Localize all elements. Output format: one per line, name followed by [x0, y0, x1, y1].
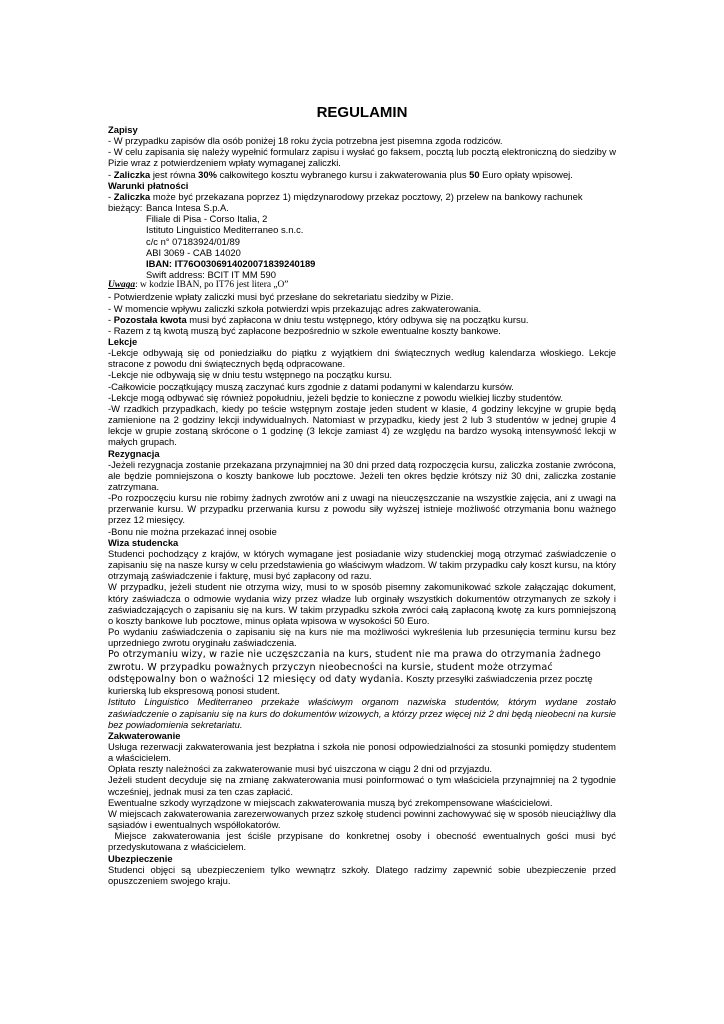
bank-line: Banca Intesa S.p.A.: [146, 202, 229, 214]
paragraph: Po wydaniu zaświadczenia o zapisaniu się na kurs nie ma możliwości wykreślenia lub przesunięcia terminu kursu bez uprzedniego zwrotu oryginału zaświadczenia.: [108, 626, 616, 649]
paragraph: - Pozostała kwota musi być zapłacona w dniu testu wstępnego, który odbywa się na początku kursu.: [108, 313, 529, 325]
document-title: REGULAMIN: [316, 104, 408, 121]
section-heading-platnosci: Warunki płatności: [108, 179, 189, 191]
paragraph: -W rzadkich przypadkach, kiedy po teście wstępnym zostaje jeden student w klasie, 4 godziny lekcyjne w grupie będą zamienione na 2 godziny lekcji indywidualnych. Natomiast w przypadku, kiedy jest 2 lub 3 studentów w jednej grupie 4 lekcje w grupie zostaną skrócone o 1 godzinę (3 lekcje zamiast 4) ze względu na bardzo wysoką intensywność lekcji w małych grupach.: [108, 402, 616, 448]
bank-details: [108, 202, 616, 280]
paragraph: -Lekcje odbywają się od poniedziałku do piątku z wyjątkiem dni świątecznych według kalendarza włoskiego. Lekcje stracone z powodu dni świątecznych będą odpracowane.: [108, 347, 616, 370]
paragraph: - W momencie wpływu zaliczki szkoła potwierdzi wpis przekazując adres zakwaterowania.: [108, 302, 482, 314]
bank-line: Filiale di Pisa - Corso Italia, 2: [146, 213, 268, 225]
paragraph: -Lekcje nie odbywają się w dniu testu wstępnego na początku kursu.: [108, 369, 393, 381]
paragraph: Usługa rezerwacji zakwaterowania jest bezpłatna i szkoła nie ponosi odpowiedzialności za stosunki pomiędzy studentem a właścicielem.: [108, 741, 616, 764]
paragraph: - W przypadku zapisów dla osób poniżej 18 roku życia potrzebna jest pisemna zgoda rodziców.: [108, 135, 503, 147]
paragraph: -Lekcje mogą odbywać się również popołudniu, jeżeli będzie to konieczne z powodu wielkiej liczby studentów.: [108, 391, 563, 403]
paragraph: - Zaliczka może być przekazana poprzez 1) międzynarodowy przekaz pocztowy, 2) przelew na bankowy rachunek: [108, 190, 583, 202]
paragraph: W miejscach zakwaterowania zarezerwowanych przez szkołę studenci powinni zachowywać się w sposób nieuciążliwy dla sąsiadów i ewentualnych współlokatorów.: [108, 807, 616, 831]
section-heading-rezygnacja: Rezygnacja: [108, 447, 160, 459]
section-heading-lekcje: Lekcje: [108, 335, 138, 347]
paragraph: -Jeżeli rezygnacja zostanie przekazana przynajmniej na 30 dni przed datą rozpoczęcia kursu, zaliczka zostanie zwrócona, ale będzie pomniejszona o koszty bankowe lub pocztowe. Jeżeli ten okres będzie krótszy niż 30 dni, zaliczka zostanie zatrzymana.: [108, 458, 616, 492]
paragraph: Ewentualne szkody wyrządzone w miejscach zakwaterowania muszą być zrekompensowane właścicielowi.: [108, 796, 553, 808]
paragraph: - Potwierdzenie wpłaty zaliczki musi być przesłane do sekretariatu siedziby w Pizie.: [108, 291, 454, 303]
iban: IBAN: IT76O0306914020071839240189: [146, 257, 316, 269]
bank-line: Istituto Linguistico Mediterraneo s.n.c.: [146, 224, 304, 236]
paragraph: Po otrzymaniu wizy, w razie nie uczęszczania na kurs, student nie ma prawa do otrzymania żadnego zwrotu. W przypadku poważnych przyczyn nieobecności na kursie, student może otrzymać odstępowalny bon o ważności 12 miesięcy od daty wydania. Koszty przesyłki zaświadczenia przez pocztę kurierską lub ekspresową ponosi student.: [108, 649, 601, 697]
paragraph: Opłata reszty należności za zakwaterowanie musi być uiszczona w ciągu 2 dni od przyjazdu.: [108, 763, 493, 775]
section-heading-zakwaterowanie: Zakwaterowanie: [108, 729, 181, 741]
paragraph: -Całkowicie początkujący muszą zaczynać kurs zgodnie z datami podanymi w kalendarzu kursów.: [108, 380, 514, 392]
bank-label: bieżący:: [108, 202, 143, 214]
paragraph: - Zaliczka jest równa 30% całkowitego kosztu wybranego kursu i zakwaterowania plus 50 Euro opłaty wpisowej.: [108, 168, 573, 180]
uwaga-note: Uwaga: w kodzie IBAN, po IT76 jest litera „O”: [108, 280, 289, 291]
paragraph: - Razem z tą kwotą muszą być zapłacone bezpośrednio w szkole ewentualne koszty bankowe.: [108, 324, 501, 336]
paragraph: Studenci pochodzący z krajów, w których wymagane jest posiadanie wizy studenckiej mogą otrzymać zaświadczenie o zapisaniu się na nasze kursy w celu przedstawienia go właściwym władzom. W takim przypadku cały koszt kursu, na który otrzymają zaświadczenie i fakturę, musi być zapłacony od razu.: [108, 547, 616, 582]
paragraph: Miejsce zakwaterowania jest ściśle przypisane do konkretnej osoby i obecność ewentualnych gości musi być przedyskutowana z właścicielem.: [108, 830, 619, 853]
paragraph: - W celu zapisania się należy wypełnić formularz zapisu i wysłać go faksem, pocztą lub pocztą elektroniczną do siedziby w Pizie wraz z potwierdzeniem wpłaty wymaganej zaliczki.: [108, 146, 616, 169]
paragraph: Studenci objęci są ubezpieczeniem tylko wewnątrz szkoły. Dlatego radzimy zapewnić sobie ubezpieczenie przed opuszczeniem swojego kraju.: [108, 863, 616, 886]
section-heading-zapisy: Zapisy: [108, 124, 138, 135]
section-heading-wiza: Wiza studencka: [108, 536, 179, 548]
paragraph: Istituto Linguistico Mediterraneo przekaże właściwym organom nazwiska studentów, którym wydane zostało zaświadczenie o zapisaniu się na kurs do dokumentów wizowych, a którzy przez więcej niż 2 dni będą nieobecni na kursie bez powiadomienia sekretariatu.: [108, 696, 616, 730]
regulations-document: [108, 104, 619, 886]
paragraph: -Bonu nie można przekazać innej osobie: [108, 525, 277, 537]
paragraph: -Po rozpoczęciu kursu nie robimy żadnych zwrotów ani z uwagi na nieuczęszczanie na wszystkie zajęcia, ani z uwagi na przerwanie kursu. W przypadku przerwania kursu z powodu siły wyższej istnieje możliwość otrzymania bonu ważnego przez 12 miesięcy.: [108, 492, 616, 526]
bank-line: c/c n° 07183924/01/89: [146, 235, 240, 247]
bank-line: ABI 3069 - CAB 14020: [146, 246, 241, 258]
paragraph: W przypadku, jeżeli student nie otrzyma wizy, musi to w sposób pisemny zakomunikować szkole załączając dokument, który zaświadcza o odmowie wydania wizy przez władze lub orginały wszystkich dokumentów otrzymanych ze szkoły i zaświadczających o zapisaniu się na kurs. W takim przypadku szkoła zwróci całą zapłaconą kwotę za kurs pomniejszoną o koszty bankowe lub pocztowe, minus opłata wpisowa w wysokości 50 Euro.: [108, 581, 616, 626]
swift: Swift address: BCIT IT MM 590: [146, 269, 276, 281]
section-heading-ubezpieczenie: Ubezpieczenie: [108, 852, 173, 864]
paragraph: Jeżeli student decyduje się na zmianę zakwaterowania musi poinformować o tym właściciela przynajmniej na 2 tygodnie wcześniej, jednak musi za ten czas zapłacić.: [108, 774, 616, 797]
